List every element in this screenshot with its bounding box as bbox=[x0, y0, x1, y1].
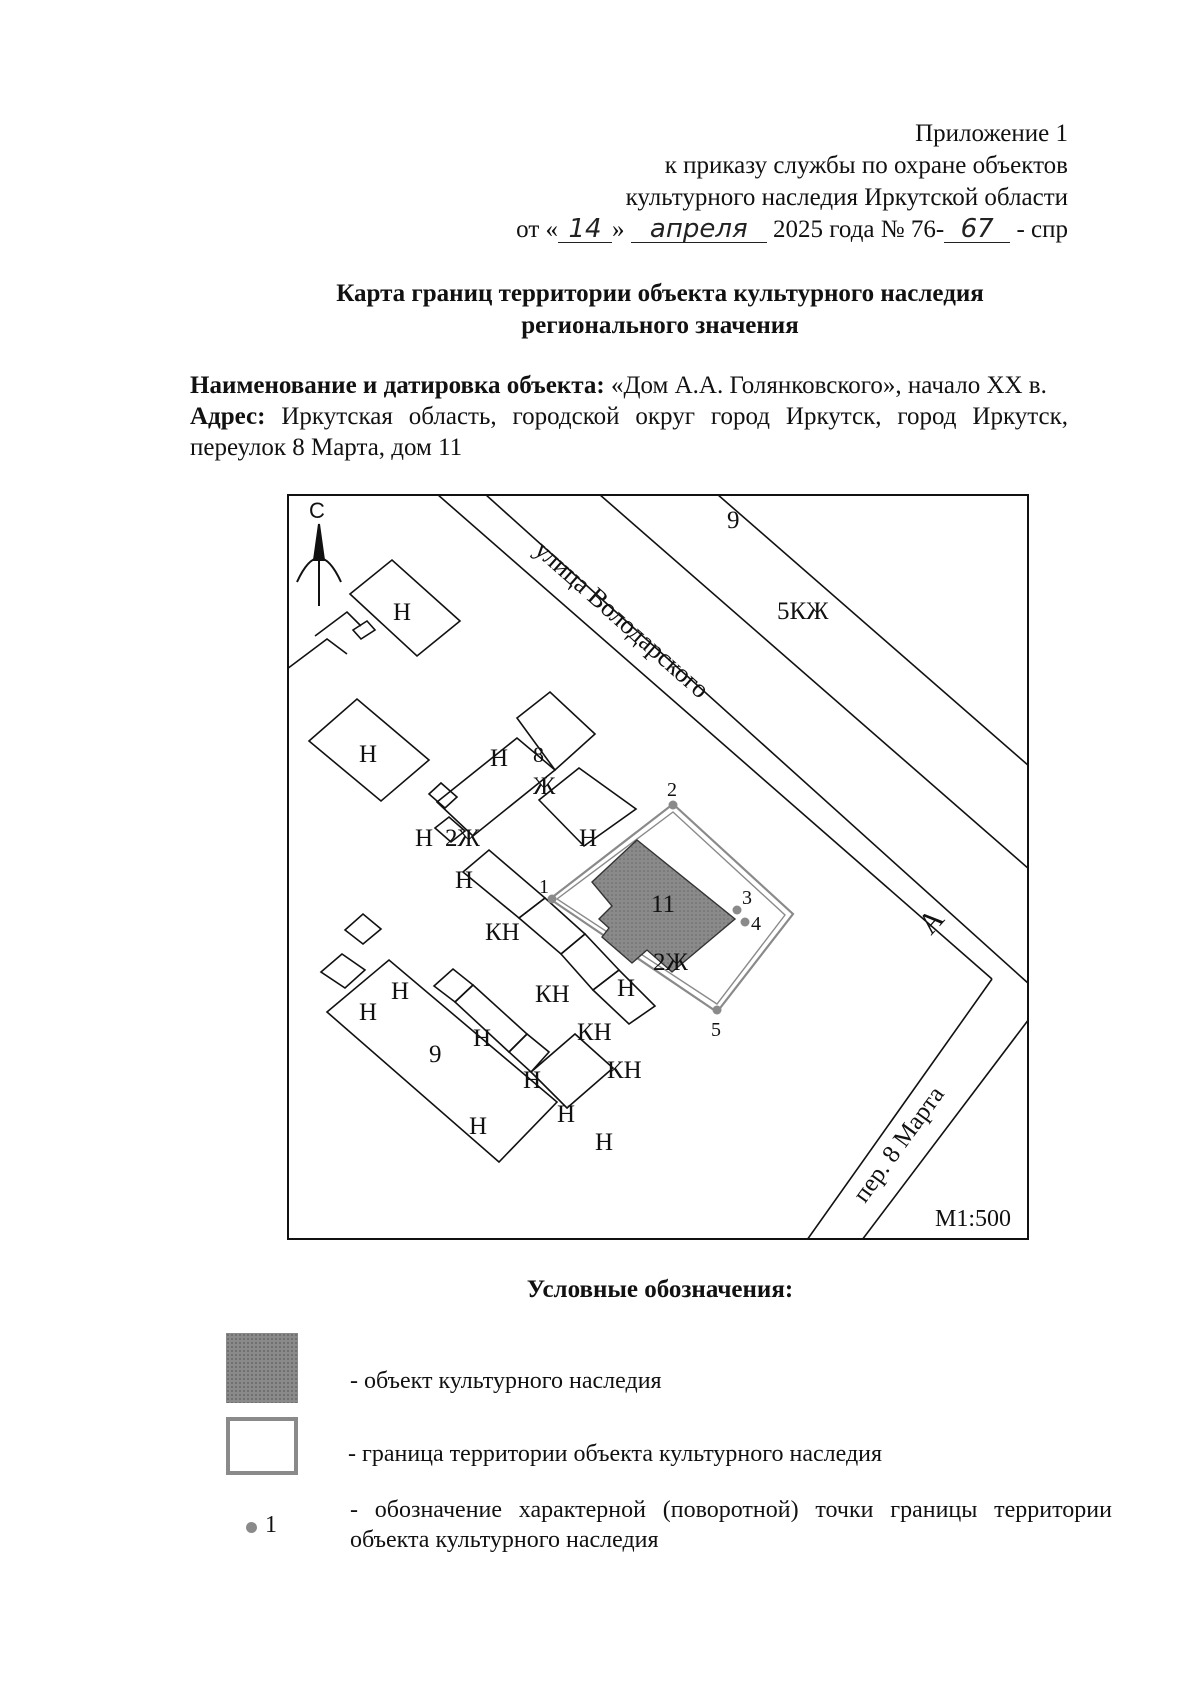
label-2zh: 2Ж bbox=[445, 825, 480, 852]
boundary-point-3 bbox=[733, 906, 742, 915]
header-line-3: культурного наследия Иркутской области bbox=[625, 184, 1068, 211]
legend-point-number: 1 bbox=[265, 1512, 277, 1538]
header-date-line bbox=[516, 214, 1068, 246]
legend-item-point: - обозначение характерной (поворотной) точки границы территории объекта культурного наследия bbox=[350, 1497, 1112, 1553]
label-kn3: КН bbox=[577, 1019, 612, 1046]
title-line-2: регионального значения bbox=[521, 312, 799, 339]
point-label-2: 2 bbox=[667, 779, 677, 801]
label-kn4: КН bbox=[607, 1057, 642, 1084]
order-suffix: - спр bbox=[1016, 216, 1068, 243]
label-kn2: КН bbox=[535, 981, 570, 1008]
label-obj-h: Н bbox=[617, 975, 636, 1002]
order-header bbox=[516, 118, 1068, 246]
object-name-label: Наименование и датировка объекта: bbox=[190, 372, 605, 399]
boundary-map bbox=[287, 494, 1029, 1240]
label-obj-11: 11 bbox=[651, 891, 676, 918]
label-obj-2zh: 2Ж bbox=[653, 949, 688, 976]
title-line-1: Карта границ территории объекта культурного наследия bbox=[336, 280, 984, 307]
legend-item-boundary: - граница территории объекта культурного наследия bbox=[348, 1441, 883, 1467]
street-name-volodarskogo: улица Володарского bbox=[529, 534, 715, 704]
label-h6: Н bbox=[455, 867, 474, 894]
label-bl-9: 9 bbox=[429, 1041, 442, 1068]
label-top-9: 9 bbox=[727, 507, 740, 534]
date-prefix: от « bbox=[516, 216, 559, 243]
label-h1: Н bbox=[393, 599, 412, 626]
object-name-value: «Дом А.А. Голянковского», начало XX в. bbox=[610, 372, 1047, 399]
date-mid: » bbox=[612, 216, 625, 243]
label-top-5kzh: 5КЖ bbox=[777, 598, 829, 625]
legend-swatch-object bbox=[226, 1333, 298, 1403]
object-info bbox=[190, 370, 1068, 463]
label-bl-h3: Н bbox=[473, 1025, 492, 1052]
label-bl-h1: Н bbox=[391, 978, 410, 1005]
label-kn1: КН bbox=[485, 919, 520, 946]
label-letter-a: А bbox=[911, 902, 951, 941]
point-label-1: 1 bbox=[539, 876, 549, 898]
label-bl-h-big: Н bbox=[469, 1113, 488, 1140]
object-address-row bbox=[190, 401, 1068, 463]
label-h3: Н bbox=[490, 745, 509, 772]
object-name-row bbox=[190, 370, 1068, 401]
legend-item-object: - объект культурного наследия bbox=[350, 1368, 662, 1394]
object-address-value: Иркутская область, городской округ город Иркутск, город Иркутск, переулок 8 Марта, дом 11 bbox=[190, 403, 1068, 461]
date-year: 2025 года № 76- bbox=[773, 216, 945, 243]
point-label-4: 4 bbox=[751, 913, 761, 935]
header-line-2: к приказу службы по охране объектов bbox=[664, 152, 1068, 179]
date-day: 14 bbox=[558, 216, 612, 243]
label-zh: Ж bbox=[533, 773, 556, 800]
boundary-point-2 bbox=[669, 801, 678, 810]
object-address-label: Адрес: bbox=[190, 403, 266, 430]
label-h4: Н bbox=[415, 825, 434, 852]
header-line-1: Приложение 1 bbox=[915, 120, 1068, 147]
legend-title: Условные обозначения: bbox=[526, 1276, 794, 1303]
map-scale: М1:500 bbox=[935, 1206, 1012, 1232]
north-label: С bbox=[309, 498, 325, 523]
point-label-5: 5 bbox=[711, 1019, 721, 1041]
label-h7: Н bbox=[579, 825, 598, 852]
document-title bbox=[0, 278, 1200, 342]
legend-swatch-point-icon bbox=[246, 1522, 257, 1533]
point-label-3: 3 bbox=[742, 887, 752, 909]
label-8: 8 bbox=[533, 742, 544, 767]
label-h2: Н bbox=[359, 741, 378, 768]
boundary-point-4 bbox=[741, 918, 750, 927]
label-bl-h5: Н bbox=[557, 1101, 576, 1128]
label-bl-h2: Н bbox=[359, 999, 378, 1026]
label-bl-h4: Н bbox=[523, 1067, 542, 1094]
legend-swatch-boundary bbox=[226, 1417, 298, 1475]
label-bl-h6: Н bbox=[595, 1129, 614, 1156]
order-number: 67 bbox=[944, 216, 1010, 243]
street-name-8-marta: пер. 8 Марта bbox=[848, 1081, 950, 1208]
date-month: апреля bbox=[631, 216, 767, 243]
boundary-point-5 bbox=[713, 1006, 722, 1015]
